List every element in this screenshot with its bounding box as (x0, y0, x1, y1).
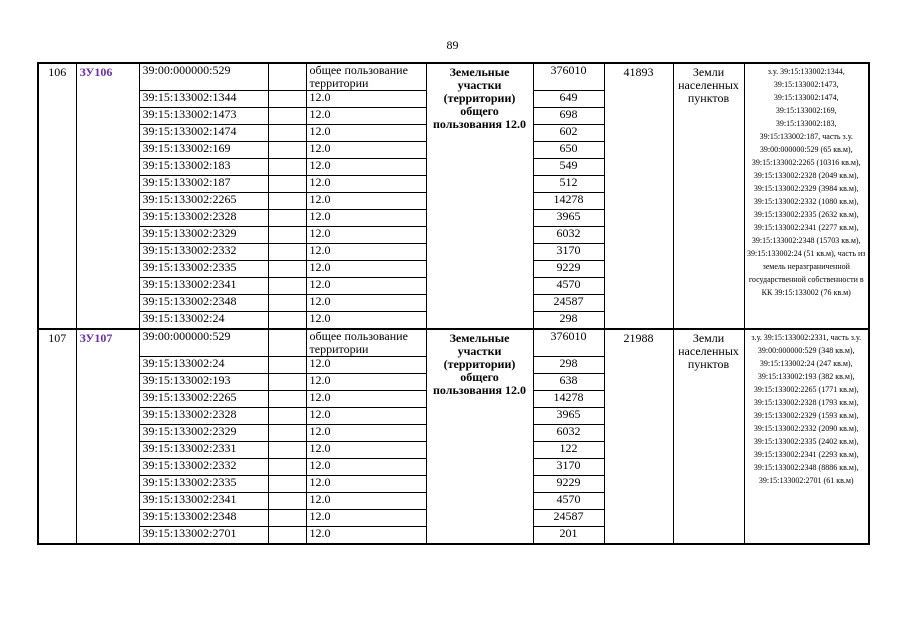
plot-area: 4570 (533, 278, 604, 295)
plot-area: 3170 (533, 244, 604, 261)
record-number: 107 (38, 329, 76, 544)
table-row (38, 329, 869, 357)
permitted-use: 12.0 (306, 159, 426, 176)
table-row (38, 63, 869, 91)
plot-purpose: Земельные участки (территории) общего пользования 12.0 (426, 329, 533, 544)
cadastral-number: 39:15:133002:183 (139, 159, 268, 176)
permitted-use: 12.0 (306, 493, 426, 510)
empty-cell (268, 142, 306, 159)
cadastral-number: 39:15:133002:24 (139, 357, 268, 374)
empty-cell (268, 159, 306, 176)
empty-cell (268, 63, 306, 91)
total-area: 41893 (604, 63, 673, 329)
plot-area: 3965 (533, 210, 604, 227)
empty-cell (268, 391, 306, 408)
empty-cell (268, 125, 306, 142)
cadastral-number: 39:15:133002:2331 (139, 442, 268, 459)
plot-area: 549 (533, 159, 604, 176)
empty-cell (268, 425, 306, 442)
plot-area: 3965 (533, 408, 604, 425)
plot-area: 298 (533, 357, 604, 374)
empty-cell (268, 193, 306, 210)
cadastral-number: 39:15:133002:2332 (139, 244, 268, 261)
empty-cell (268, 374, 306, 391)
permitted-use: общее пользование территории (306, 63, 426, 91)
plot-area: 4570 (533, 493, 604, 510)
empty-cell (268, 459, 306, 476)
permitted-use: 12.0 (306, 476, 426, 493)
cadastral-number: 39:00:000000:529 (139, 63, 268, 91)
empty-cell (268, 176, 306, 193)
plot-area: 201 (533, 527, 604, 545)
permitted-use: 12.0 (306, 244, 426, 261)
permitted-use: 12.0 (306, 125, 426, 142)
cadastral-number: 39:15:133002:2348 (139, 295, 268, 312)
empty-cell (268, 108, 306, 125)
empty-cell (268, 227, 306, 244)
plot-purpose: Земельные участки (территории) общего пользования 12.0 (426, 63, 533, 329)
plot-code: ЗУ107 (76, 329, 139, 544)
plot-area: 298 (533, 312, 604, 330)
plot-area: 14278 (533, 391, 604, 408)
cadastral-number: 39:15:133002:2335 (139, 261, 268, 278)
cadastral-number: 39:15:133002:187 (139, 176, 268, 193)
cadastral-number: 39:15:133002:2328 (139, 210, 268, 227)
permitted-use: 12.0 (306, 91, 426, 108)
empty-cell (268, 312, 306, 330)
cadastral-number: 39:15:133002:2701 (139, 527, 268, 545)
permitted-use: 12.0 (306, 459, 426, 476)
plot-area: 24587 (533, 510, 604, 527)
plot-area: 649 (533, 91, 604, 108)
empty-cell (268, 261, 306, 278)
empty-cell (268, 329, 306, 357)
land-plots-table (37, 62, 870, 545)
plot-area: 650 (533, 142, 604, 159)
permitted-use: 12.0 (306, 510, 426, 527)
permitted-use: 12.0 (306, 425, 426, 442)
empty-cell (268, 357, 306, 374)
cadastral-number: 39:15:133002:2265 (139, 391, 268, 408)
cadastral-number: 39:00:000000:529 (139, 329, 268, 357)
cadastral-number: 39:15:133002:2341 (139, 278, 268, 295)
plot-area: 602 (533, 125, 604, 142)
empty-cell (268, 510, 306, 527)
permitted-use: 12.0 (306, 227, 426, 244)
permitted-use: 12.0 (306, 391, 426, 408)
permitted-use: 12.0 (306, 261, 426, 278)
permitted-use: 12.0 (306, 193, 426, 210)
plot-area: 9229 (533, 261, 604, 278)
record-number: 106 (38, 63, 76, 329)
empty-cell (268, 442, 306, 459)
permitted-use: 12.0 (306, 295, 426, 312)
plot-area: 122 (533, 442, 604, 459)
cadastral-number: 39:15:133002:193 (139, 374, 268, 391)
empty-cell (268, 408, 306, 425)
land-category: Земли населенных пунктов (673, 329, 744, 544)
plot-area: 9229 (533, 476, 604, 493)
cadastral-number: 39:15:133002:2329 (139, 425, 268, 442)
cadastral-number: 39:15:133002:24 (139, 312, 268, 330)
cadastral-number: 39:15:133002:2328 (139, 408, 268, 425)
plot-code: ЗУ106 (76, 63, 139, 329)
permitted-use: 12.0 (306, 374, 426, 391)
permitted-use: 12.0 (306, 108, 426, 125)
empty-cell (268, 278, 306, 295)
cadastral-number: 39:15:133002:2329 (139, 227, 268, 244)
composition-note: з.у. 39:15:133002:2331, часть з.у. 39:00:000000:529 (348 кв.м), 39:15:133002:24 (247 кв.м), 39:15:133002:193 (382 кв.м), 39:15:133002:2265 (1771 кв.м), 39:15:133002:2328 (1793 кв.м), 39:15:133002:2329 (1593 кв.м), 39:15:133002:2332 (2090 кв.м), 39:15:133002:2335 (2402 кв.м), 39:15:133002:2341 (2293 кв.м), 39:15:133002:2348 (8886 кв.м), 39:15:133002:2701 (61 кв.м) (744, 329, 869, 544)
plot-area: 512 (533, 176, 604, 193)
permitted-use: 12.0 (306, 408, 426, 425)
cadastral-number: 39:15:133002:2348 (139, 510, 268, 527)
empty-cell (268, 91, 306, 108)
permitted-use: общее пользование территории (306, 329, 426, 357)
cadastral-number: 39:15:133002:169 (139, 142, 268, 159)
permitted-use: 12.0 (306, 527, 426, 545)
cadastral-number: 39:15:133002:2335 (139, 476, 268, 493)
permitted-use: 12.0 (306, 278, 426, 295)
permitted-use: 12.0 (306, 442, 426, 459)
cadastral-number: 39:15:133002:2265 (139, 193, 268, 210)
permitted-use: 12.0 (306, 142, 426, 159)
cadastral-number: 39:15:133002:2332 (139, 459, 268, 476)
plot-area: 3170 (533, 459, 604, 476)
cadastral-number: 39:15:133002:1474 (139, 125, 268, 142)
cadastral-number: 39:15:133002:1473 (139, 108, 268, 125)
empty-cell (268, 210, 306, 227)
plot-area: 376010 (533, 329, 604, 357)
plot-area: 376010 (533, 63, 604, 91)
land-category: Земли населенных пунктов (673, 63, 744, 329)
plot-area: 698 (533, 108, 604, 125)
empty-cell (268, 244, 306, 261)
plot-area: 6032 (533, 425, 604, 442)
plot-area: 24587 (533, 295, 604, 312)
plot-area: 638 (533, 374, 604, 391)
plot-area: 6032 (533, 227, 604, 244)
plot-area: 14278 (533, 193, 604, 210)
cadastral-number: 39:15:133002:2341 (139, 493, 268, 510)
table-body (38, 63, 869, 544)
empty-cell (268, 527, 306, 545)
permitted-use: 12.0 (306, 210, 426, 227)
permitted-use: 12.0 (306, 312, 426, 330)
permitted-use: 12.0 (306, 176, 426, 193)
total-area: 21988 (604, 329, 673, 544)
empty-cell (268, 493, 306, 510)
empty-cell (268, 476, 306, 493)
empty-cell (268, 295, 306, 312)
page-number: 89 (446, 38, 459, 52)
cadastral-number: 39:15:133002:1344 (139, 91, 268, 108)
permitted-use: 12.0 (306, 357, 426, 374)
composition-note: з.у. 39:15:133002:1344, 39:15:133002:1473, 39:15:133002:1474, 39:15:133002:169, 39:15:133002:183, 39:15:133002:187, часть з.у. 39:00:000000:529 (65 кв.м), 39:15:133002:2265 (10316 кв.м), 39:15:133002:2328 (2049 кв.м), 39:15:133002:2329 (3984 кв.м), 39:15:133002:2332 (1080 кв.м), 39:15:133002:2335 (2632 кв.м), 39:15:133002:2341 (2277 кв.м), 39:15:133002:2348 (15703 кв.м), 39:15:133002:24 (51 кв.м), часть из земель неразграниченной государственной собственности в КК 39:15:133002 (76 кв.м) (744, 63, 869, 329)
